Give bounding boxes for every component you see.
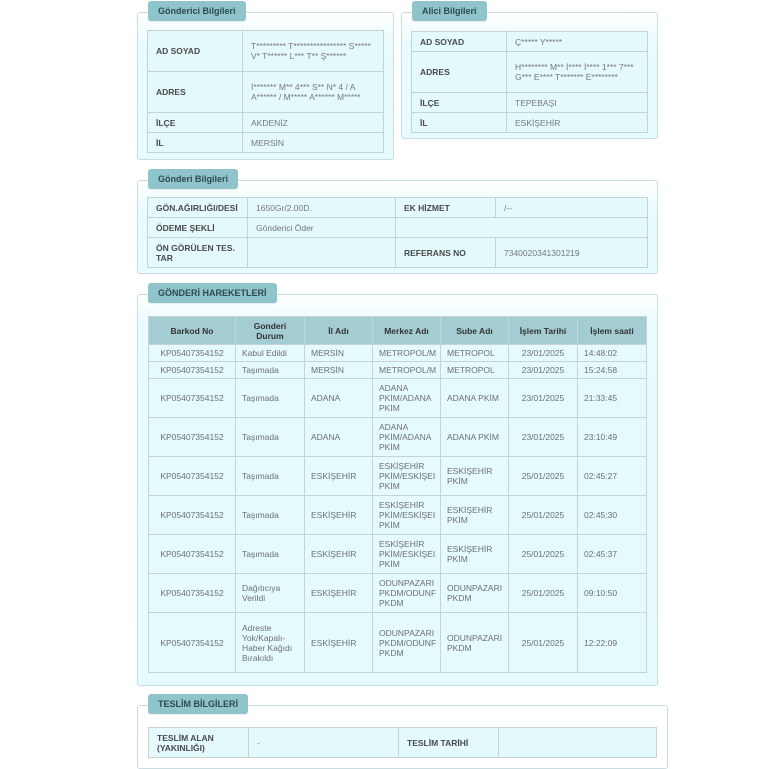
- movements-panel: [137, 288, 658, 686]
- table-row: KP05407354152 Taşımada ESKİŞEHİR ESKİŞEHİR PKİM/ESKİŞEI PKİM ESKİŞEHİR PKİM 25/01/2025 02:45:27: [149, 457, 647, 496]
- sender-panel-title: Gönderici Bilgileri: [148, 1, 246, 21]
- receiver-row-city: İL ESKİŞEHİR: [412, 113, 648, 133]
- sender-row-address: ADRES İ******* M** 4*** S** N* 4 / A A****** / M***** A****** M*****: [148, 72, 384, 113]
- col-city: İl Adı: [305, 317, 373, 345]
- delivery-table: [148, 727, 657, 758]
- shipment-row-weight: GÖN.AĞIRLIĞI/DESİ 1650Gr/2.00D. EK HİZMET /--: [148, 198, 648, 218]
- movements-table: [148, 316, 647, 673]
- col-date: İşlem Tarihi: [509, 317, 578, 345]
- shipment-row-eta-ref: ÖN GÖRÜLEN TES. TAR REFERANS NO 7340020341301219: [148, 238, 648, 268]
- delivery-row: TESLİM ALAN (YAKINLIĞI) - TESLİM TARİHİ: [149, 728, 657, 758]
- receiver-panel: [401, 6, 658, 139]
- receiver-row-address: ADRES H******** M** İ**** İ**** 1*** 7*** G*** E**** T******* E********: [412, 52, 648, 93]
- sender-panel: [137, 6, 394, 160]
- col-time: İşlem saati: [578, 317, 647, 345]
- sender-row-name: AD SOYAD T********* T**************** S***** V* T****** L*** T** Ş******: [148, 31, 384, 72]
- movements-header-row: [149, 317, 647, 345]
- table-row: KP05407354152 Taşımada ADANA ADANA PKİM/ADANA PKİM ADANA PKİM 23/01/2025 21:33:45: [149, 379, 647, 418]
- shipment-panel: [137, 174, 658, 274]
- table-row: KP05407354152 Taşımada ESKİŞEHİR ESKİŞEHİR PKİM/ESKİŞEI PKİM ESKİŞEHİR PKİM 25/01/2025 02:45:30: [149, 496, 647, 535]
- sender-row-district: İLÇE AKDENİZ: [148, 113, 384, 133]
- table-row: KP05407354152 Taşımada ADANA ADANA PKİM/ADANA PKİM ADANA PKİM 23/01/2025 23:10:49: [149, 418, 647, 457]
- sender-table: [147, 30, 384, 153]
- table-row: KP05407354152 Taşımada ESKİŞEHİR ESKİŞEHİR PKİM/ESKİŞEI PKİM ESKİŞEHİR PKİM 25/01/2025 02:45:37: [149, 535, 647, 574]
- sender-row-city: İL MERSİN: [148, 133, 384, 153]
- table-row: KP05407354152 Dağıtıcıya Verildi ESKİŞEHİR ODUNPAZARI PKDM/ODUNF PKDM ODUNPAZARI PKDM 25/01/2025 09:10:50: [149, 574, 647, 613]
- col-branch: Sube Adı: [441, 317, 509, 345]
- shipment-panel-title: Gönderi Bilgileri: [148, 169, 238, 189]
- delivery-panel-title: TESLİM BİLGİLERİ: [148, 694, 248, 714]
- shipment-row-payment: ÖDEME ŞEKLİ Gönderici Öder: [148, 218, 648, 238]
- receiver-row-district: İLÇE TEPEBAŞI: [412, 93, 648, 113]
- col-barcode: Barkod No: [149, 317, 236, 345]
- col-status: Gonderi Durum: [236, 317, 305, 345]
- table-row: KP05407354152 Taşımada MERSİN METROPOL/M METROPOL 23/01/2025 15:24:58: [149, 362, 647, 379]
- col-center: Merkez Adı: [373, 317, 441, 345]
- table-row: KP05407354152 Adreste Yok/Kapalı-Haber Kağıdı Bırakıldı ESKİŞEHİR ODUNPAZARI PKDM/ODUNF PKDM ODUNPAZARI PKDM 25/01/2025 12:22:09: [149, 613, 647, 673]
- receiver-panel-title: Alici Bilgileri: [412, 1, 487, 21]
- receiver-table: [411, 31, 648, 133]
- movements-panel-title: GÖNDERİ HAREKETLERİ: [148, 283, 277, 303]
- receiver-row-name: AD SOYAD Ç***** Y*****: [412, 32, 648, 52]
- shipment-table: [147, 197, 648, 268]
- delivery-panel: [137, 699, 668, 769]
- table-row: KP05407354152 Kabul Edildi MERSİN METROPOL/M METROPOL 23/01/2025 14:48:02: [149, 345, 647, 362]
